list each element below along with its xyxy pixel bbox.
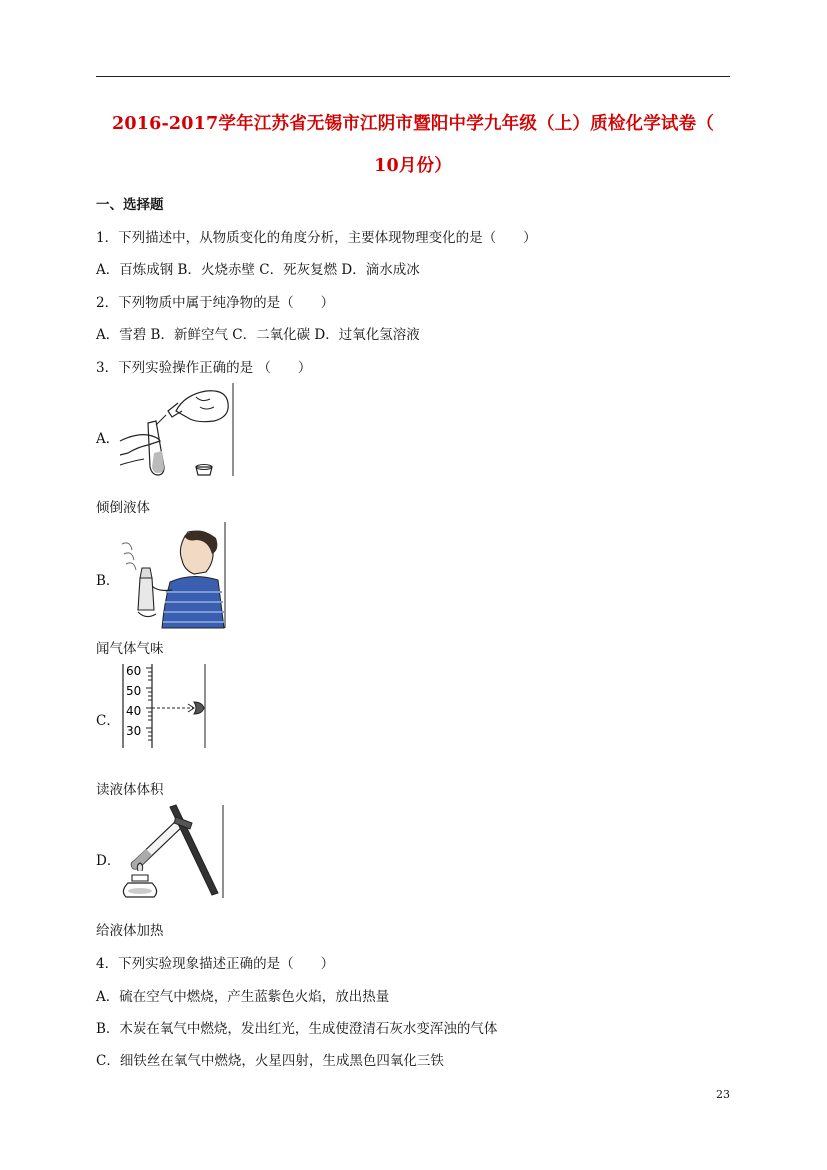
document-title-line-1: 2016-2017学年江苏省无锡市江阴市暨阳中学九年级（上）质检化学试卷（: [111, 114, 715, 134]
scale-tick-40: 40: [126, 704, 142, 718]
heating-liquid-figure: [118, 803, 226, 900]
smelling-gas-figure: [118, 520, 228, 630]
pouring-liquid-figure: [118, 381, 236, 478]
q3-option-a-label: A．: [96, 431, 120, 447]
scale-tick-60: 60: [126, 664, 142, 678]
question-4-option-b: B．木炭在氧气中燃烧，发出红光，生成使澄清石灰水变浑浊的气体: [96, 1021, 498, 1037]
section-heading: 一、选择题: [96, 197, 164, 213]
document-title-line-2: 10月份）: [374, 156, 452, 176]
question-1-stem: 1．下列描述中，从物质变化的角度分析，主要体现物理变化的是（ ）: [96, 230, 537, 246]
question-2-options: A．雪碧 B．新鲜空气 C．二氧化碳 D．过氧化氢溶液: [96, 327, 420, 343]
page-number: 23: [716, 1088, 730, 1101]
scale-tick-30: 30: [126, 724, 142, 738]
question-4-option-c: C．细铁丝在氧气中燃烧，火星四射，生成黑色四氧化三铁: [96, 1053, 444, 1069]
q3-option-c-caption: 读液体体积: [96, 782, 164, 798]
question-4-stem: 4．下列实验现象描述正确的是（ ）: [96, 956, 335, 972]
q3-option-c-label: C．: [96, 713, 120, 729]
q3-option-d-label: D．: [96, 853, 121, 869]
q3-option-b-caption: 闻气体气味: [96, 641, 164, 657]
header-rule: [96, 76, 730, 77]
question-3-stem: 3．下列实验操作正确的是 （ ）: [96, 360, 312, 376]
reading-volume-figure: [118, 662, 208, 750]
question-1-options: A．百炼成钢 B．火烧赤壁 C．死灰复燃 D．滴水成冰: [96, 262, 420, 278]
q3-option-d-caption: 给液体加热: [96, 923, 164, 939]
question-4-option-a: A．硫在空气中燃烧，产生蓝紫色火焰，放出热量: [96, 989, 390, 1005]
question-2-stem: 2．下列物质中属于纯净物的是（ ）: [96, 295, 335, 311]
q3-option-a-caption: 倾倒液体: [96, 500, 150, 516]
q3-option-b-label: B．: [96, 573, 120, 589]
scale-tick-50: 50: [126, 684, 142, 698]
